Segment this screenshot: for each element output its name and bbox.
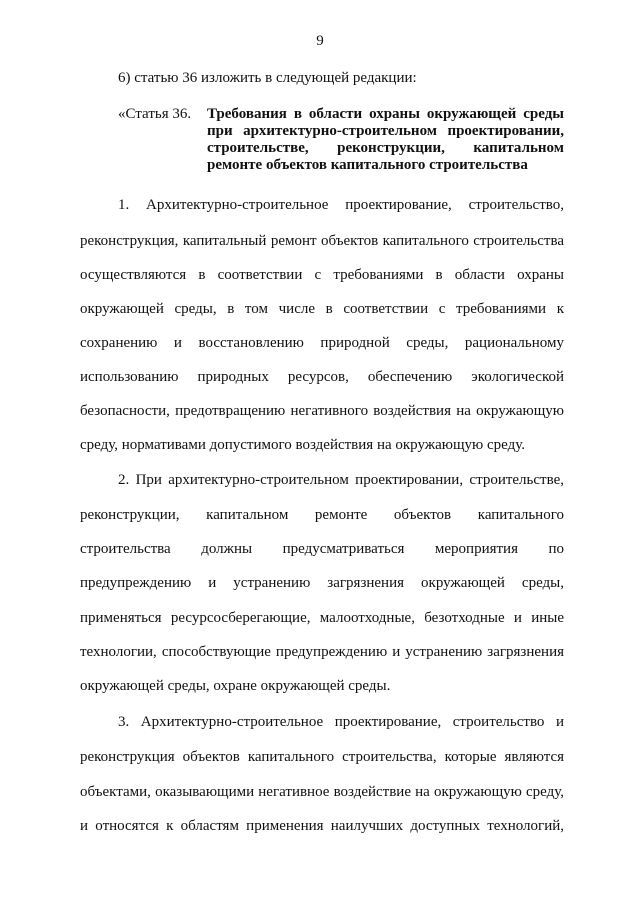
paragraph-1-line: сохранению и восстановлению природной среды, рациональному bbox=[80, 335, 564, 351]
article-title-line: ремонте объектов капитального строительства bbox=[207, 157, 528, 173]
article-title bbox=[207, 106, 564, 174]
paragraph-1-line: среду, нормативами допустимого воздействия на окружающую среду. bbox=[80, 437, 526, 453]
page-number: 9 bbox=[316, 33, 324, 49]
paragraph-1-line: безопасности, предотвращению негативного воздействия на окружающую bbox=[80, 403, 564, 419]
paragraph-3-line: объектами, оказывающими негативное воздействие на окружающую среду, bbox=[80, 784, 564, 800]
paragraph-1-line: 1. Архитектурно-строительное проектирование, строительство, bbox=[118, 197, 564, 213]
paragraph-3-line: реконструкция объектов капитального строительства, которые являются bbox=[80, 749, 564, 765]
paragraph-2-line: технологии, способствующие предупреждению и устранению загрязнения bbox=[80, 644, 564, 660]
article-title-line: при архитектурно-строительном проектировании, bbox=[207, 123, 564, 139]
amendment-intro: 6) статью 36 изложить в следующей редакции: bbox=[118, 70, 417, 86]
paragraph-1-line: осуществляются в соответствии с требованиями в области охраны bbox=[80, 267, 564, 283]
paragraph-3-line: и относятся к областям применения наилучших доступных технологий, bbox=[80, 818, 564, 834]
article-title-line: строительстве, реконструкции, капитальном bbox=[207, 140, 564, 156]
paragraph-2-line: окружающей среды, охране окружающей среды. bbox=[80, 678, 391, 694]
article-label: «Статья 36. bbox=[118, 106, 192, 122]
paragraph-3-line: 3. Архитектурно-строительное проектирование, строительство и bbox=[118, 714, 564, 730]
paragraph-2-line: 2. При архитектурно-строительном проектировании, строительстве, bbox=[118, 472, 564, 488]
paragraph-2-line: предупреждению и устранению загрязнения окружающей среды, bbox=[80, 575, 564, 591]
paragraph-2-line: применяться ресурсосберегающие, малоотходные, безотходные и иные bbox=[80, 610, 564, 626]
paragraph-2-line: реконструкции, капитальном ремонте объектов капитального bbox=[80, 507, 564, 523]
paragraph-1-line: использованию природных ресурсов, обеспечению экологической bbox=[80, 369, 564, 385]
paragraph-1-line: реконструкция, капитальный ремонт объектов капитального строительства bbox=[80, 233, 564, 249]
paragraph-2-line: строительства должны предусматриваться мероприятия по bbox=[80, 541, 564, 557]
paragraph-1-line: окружающей среды, в том числе в соответствии с требованиями к bbox=[80, 301, 564, 317]
article-title-line: Требования в области охраны окружающей среды bbox=[207, 106, 564, 122]
